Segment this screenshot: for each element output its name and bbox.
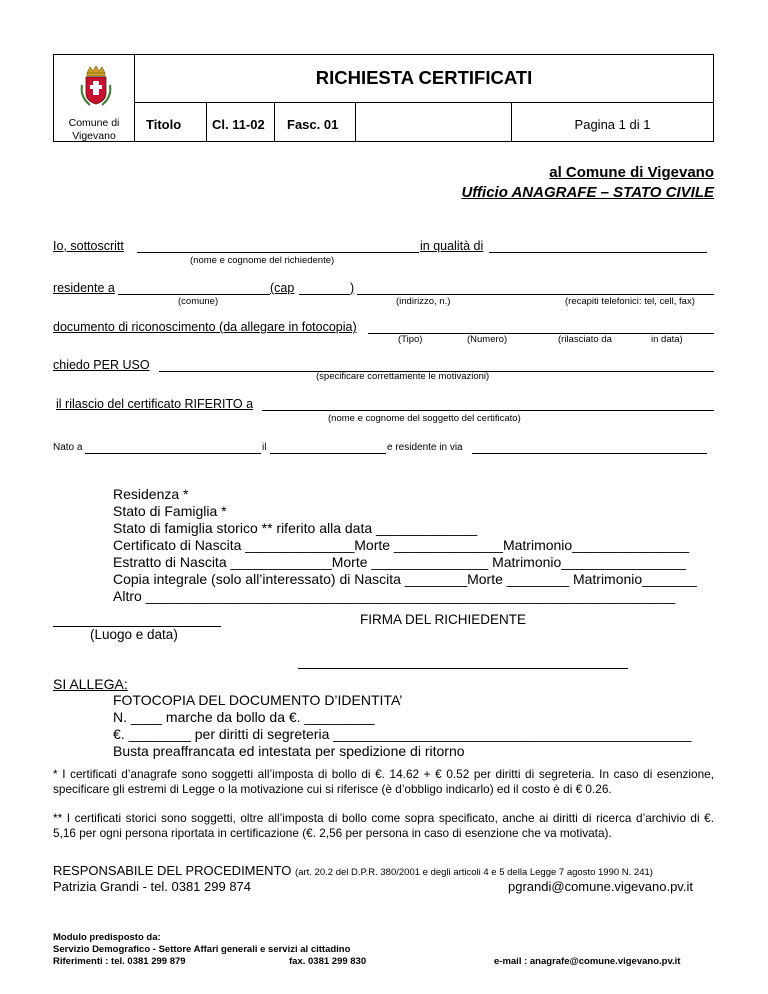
cert-option[interactable]: Altro ____________________________________________________________________ bbox=[113, 588, 676, 604]
responsabile-ref: (art. 20.2 del D.P.R. 380/2001 e degli articoli 4 e 5 della Legge 7 agosto 1990 N. 241) bbox=[295, 867, 653, 878]
motivazioni-hint: (specificare correttamente le motivazioni) bbox=[316, 371, 490, 382]
allegato-item: €. ________ per diritti di segreteria ______________________________________________ bbox=[113, 726, 692, 742]
recipient-line1: al Comune di Vigevano bbox=[549, 164, 714, 181]
residente-label: residente a bbox=[53, 281, 115, 295]
footer-line1: Modulo predisposto da: bbox=[53, 932, 161, 943]
cap-close: ) bbox=[350, 281, 355, 295]
recipient-line2: Ufficio ANAGRAFE – STATO CIVILE bbox=[461, 184, 714, 201]
comune-crest-icon bbox=[78, 65, 114, 109]
nato-a-field[interactable] bbox=[85, 453, 261, 454]
nome-richiedente-field[interactable] bbox=[137, 252, 419, 253]
header-table bbox=[53, 54, 714, 142]
recapiti-hint: (recapiti telefonici: tel, cell, fax) bbox=[565, 296, 695, 307]
cert-option[interactable]: Stato di Famiglia * bbox=[113, 503, 227, 519]
soggetto-field[interactable] bbox=[262, 410, 714, 411]
titolo-cell: Titolo bbox=[146, 117, 182, 132]
cert-option[interactable]: Stato di famiglia storico ** riferito alla data _____________ bbox=[113, 520, 478, 536]
header-divider bbox=[355, 102, 356, 141]
qualita-field[interactable] bbox=[489, 252, 707, 253]
footer-line2: Servizio Demografico - Settore Affari generali e servizi al cittadino bbox=[53, 944, 351, 955]
footer-riferimenti: Riferimenti : tel. 0381 299 879 bbox=[53, 956, 186, 967]
responsabile-name: Patrizia Grandi - tel. 0381 299 874 bbox=[53, 879, 252, 894]
comune-label: Comune di Vigevano bbox=[68, 117, 120, 142]
header-divider bbox=[274, 102, 275, 141]
cert-option[interactable]: Residenza * bbox=[113, 486, 189, 502]
allegato-item: Busta preaffrancata ed intestata per spedizione di ritorno bbox=[113, 743, 465, 759]
firma-label: FIRMA DEL RICHIEDENTE bbox=[360, 612, 527, 627]
sottoscritto-label: Io, sottoscritt bbox=[53, 239, 124, 253]
classe-cell: Cl. 11-02 bbox=[212, 117, 265, 132]
header-divider bbox=[134, 102, 713, 103]
comune-field[interactable] bbox=[118, 294, 270, 295]
allegato-item: N. ____ marche da bollo da €. _________ bbox=[113, 709, 375, 725]
note-bollo: * I certificati d’anagrafe sono soggetti all’imposta di bollo di €. 14.62 + € 0.52 per diritti di segreteria. In caso di esenzione, specificare gli estremi di Legge o la motivazione cui si riferisce (è d’obbligo indicarlo) ed il costo è di € 0.26. bbox=[53, 767, 714, 796]
soggetto-hint: (nome e cognome del soggetto del certificato) bbox=[328, 413, 521, 424]
numero-hint: (Numero) bbox=[467, 334, 508, 345]
header-divider bbox=[206, 102, 207, 141]
cert-option[interactable]: Copia integrale (solo all’interessato) di Nascita ________Morte ________ Matrimonio_______ bbox=[113, 571, 697, 587]
note-storici: ** I certificati storici sono soggetti, oltre all’imposta di bollo come sopra specificato, anche ai diritti di ricerca d’archivio di €. 5,16 per ogni persona riportata in certificazione (€. 2,56 per persona in caso di esenzione che va motivata). bbox=[53, 811, 714, 840]
responsabile-label: RESPONSABILE DEL PROCEDIMENTO bbox=[53, 863, 292, 878]
chiedo-label: chiedo PER USO bbox=[53, 358, 150, 372]
allegati-heading: SI ALLEGA: bbox=[53, 676, 128, 692]
indirizzo-hint: (indirizzo, n.) bbox=[396, 296, 451, 307]
rilascio-label: il rilascio del certificato RIFERITO a bbox=[56, 397, 254, 411]
responsabile-email[interactable]: pgrandi@comune.vigevano.pv.it bbox=[508, 879, 693, 894]
indirizzo-field[interactable] bbox=[357, 294, 714, 295]
residente-via-label: e residente in via bbox=[387, 442, 463, 453]
nato-a-label: Nato a bbox=[53, 442, 83, 453]
data-hint: in data) bbox=[651, 334, 683, 345]
firma-field[interactable] bbox=[298, 668, 628, 669]
in-qualita-label: in qualità di bbox=[420, 239, 484, 253]
luogo-data-label: (Luogo e data) bbox=[90, 627, 178, 642]
cap-field[interactable] bbox=[299, 294, 350, 295]
pagina-cell: Pagina 1 di 1 bbox=[574, 117, 651, 132]
cap-label: (cap bbox=[270, 281, 295, 295]
nome-richiedente-hint: (nome e cognome del richiedente) bbox=[190, 255, 335, 266]
rilasciato-hint: (rilasciato da bbox=[558, 334, 612, 345]
document-title: RICHIESTA CERTIFICATI bbox=[315, 67, 533, 88]
fascicolo-cell: Fasc. 01 bbox=[287, 117, 339, 132]
data-nascita-field[interactable] bbox=[270, 453, 386, 454]
cert-option[interactable]: Certificato di Nascita ______________Morte ______________Matrimonio_______________ bbox=[113, 537, 689, 553]
tipo-hint: (Tipo) bbox=[398, 334, 423, 345]
allegato-item: FOTOCOPIA DEL DOCUMENTO D’IDENTITA’ bbox=[113, 692, 403, 708]
il-label: il bbox=[262, 442, 267, 453]
comune-hint: (comune) bbox=[178, 296, 219, 307]
footer-email[interactable]: e-mail : anagrafe@comune.vigevano.pv.it bbox=[494, 956, 681, 967]
documento-label: documento di riconoscimento (da allegare in fotocopia) bbox=[53, 320, 357, 334]
via-field[interactable] bbox=[472, 453, 707, 454]
cert-option[interactable]: Estratto di Nascita _____________Morte _______________ Matrimonio________________ bbox=[113, 554, 686, 570]
footer-fax: fax. 0381 299 830 bbox=[289, 956, 367, 967]
responsabile-line bbox=[53, 863, 653, 878]
